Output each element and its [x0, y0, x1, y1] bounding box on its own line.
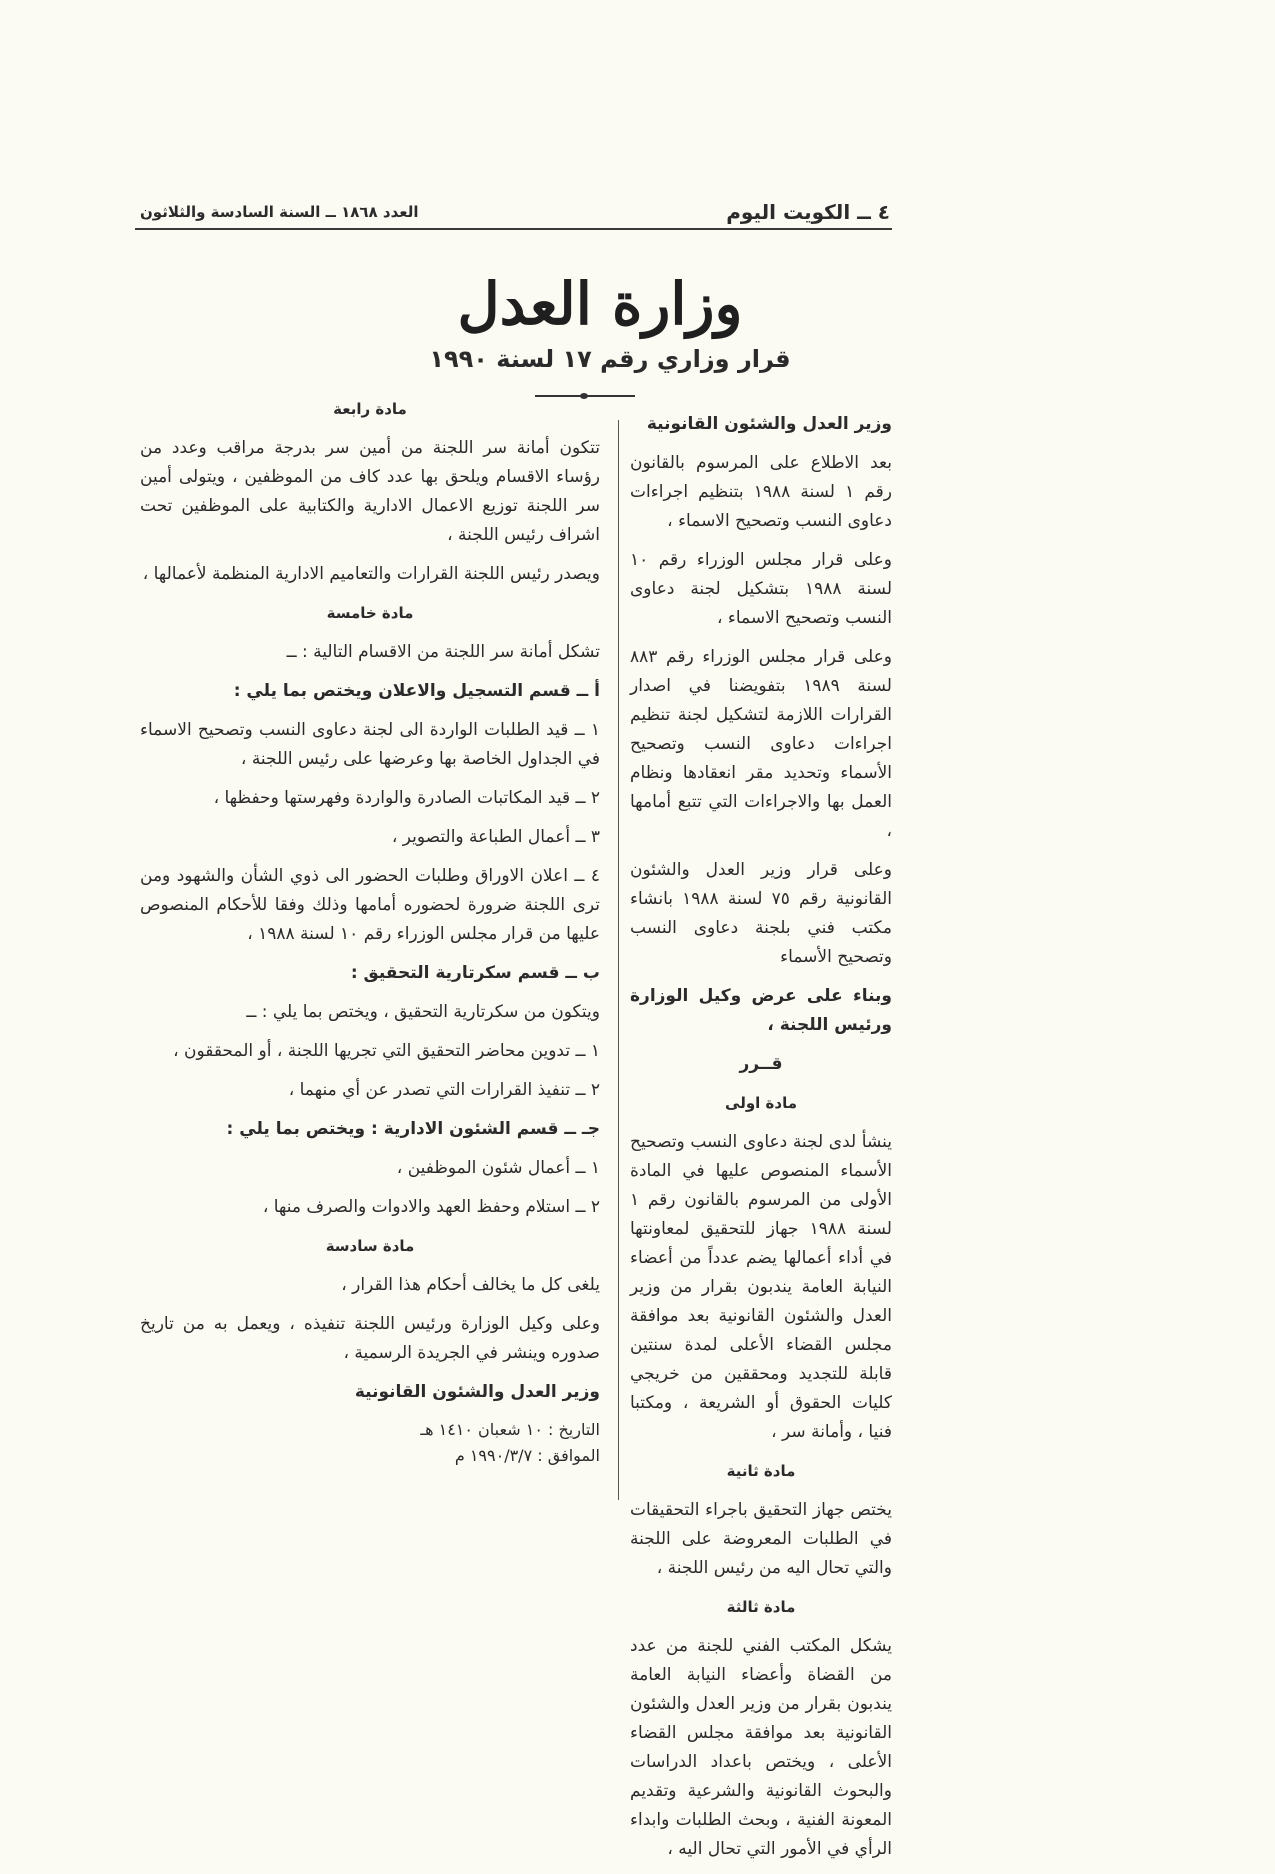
opening-line: وزير العدل والشئون القانونية	[646, 414, 892, 434]
section-a-item-2: ٢ ــ قيد المكاتبات الصادرة والواردة وفهرستها وحفظها ،	[213, 788, 600, 808]
left-column	[140, 395, 600, 1469]
article-1-text: ينشأ لدى لجنة دعاوى النسب وتصحيح الأسماء المنصوص عليها في المادة الأولى من المرسوم بالقانون رقم ١ لسنة ١٩٨٨ جهاز للتحقيق لمعاونتها في أداء أعمالها يضم عدداً من أعضاء النيابة العامة يندبون بقرار من وزير العدل والشئون القانونية بعد موافقة مجلس القضاء الأعلى لمدة سنتين قابلة للتجديد ومحققين من خريجي كليات الحقوق أو الشريعة ، ومكتبا فنيا ، وأمانة سر ،	[630, 1132, 892, 1442]
header-rule	[135, 228, 892, 230]
section-b-item-2: ٢ ــ تنفيذ القرارات التي تصدر عن أي منهما ،	[288, 1080, 600, 1100]
section-b-intro: ويتكون من سكرتارية التحقيق ، ويختص بما يلي : ــ	[246, 1002, 600, 1022]
preamble-4: وعلى قرار وزير العدل والشئون القانونية رقم ٧٥ لسنة ١٩٨٨ بانشاء مكتب فني بلجنة دعاوى النسب وتصحيح الأسماء	[630, 860, 892, 967]
page-label: ٤ ــ الكويت اليوم	[726, 200, 890, 224]
column-divider	[618, 420, 619, 1500]
preamble-2: وعلى قرار مجلس الوزراء رقم ١٠ لسنة ١٩٨٨ بتشكيل لجنة دعاوى النسب وتصحيح الاسماء ،	[630, 550, 893, 628]
section-a-item-3: ٣ ــ أعمال الطباعة والتصوير ،	[391, 827, 600, 847]
preamble-1: بعد الاطلاع على المرسوم بالقانون رقم ١ لسنة ١٩٨٨ بتنظيم اجراءات دعاوى النسب وتصحيح الاسماء ،	[630, 453, 892, 531]
article-6-title: مادة سادسة	[325, 1237, 415, 1255]
article-5-intro: تشكل أمانة سر اللجنة من الاقسام التالية : ــ	[286, 642, 600, 662]
article-3-text: يشكل المكتب الفني للجنة من عدد من القضاة وأعضاء النيابة العامة يندبون بقرار من وزير العدل والشئون القانونية بعد موافقة مجلس القضاء الأعلى ، ويختص باعداد الدراسات والبحوث القانونية والشرعية وتقديم المعونة الفنية ، وبحث الطلبات وابداء الرأي في الأمور التي تحال اليه ،	[630, 1636, 892, 1859]
article-5-title: مادة خامسة	[326, 604, 414, 622]
date-gregorian: الموافق : ١٩٩٠/٣/٧ م	[454, 1446, 600, 1465]
article-2-title: مادة ثانية	[726, 1462, 796, 1480]
preamble-3: وعلى قرار مجلس الوزراء رقم ٨٨٣ لسنة ١٩٨٩ بتفويضنا في اصدار القرارات اللازمة لتشكيل لجنة تنظيم اجراءات دعاوى النسب وتصحيح الأسماء وتحديد مقر انعقادها ونظام العمل بها والاجراءات التي تتبع أمامها ،	[630, 647, 892, 841]
preamble-5: وبناء على عرض وكيل الوزارة ورئيس اللجنة ،	[630, 986, 892, 1035]
date-block	[140, 1417, 600, 1469]
date-hijri: التاريخ : ١٠ شعبان ١٤١٠ هـ	[420, 1420, 600, 1439]
decision-label: قــرر	[739, 1054, 783, 1074]
article-4-text-2: ويصدر رئيس اللجنة القرارات والتعاميم الادارية المنظمة لأعمالها ،	[142, 564, 600, 584]
article-2-text: يختص جهاز التحقيق باجراء التحقيقات في الطلبات المعروضة على اللجنة والتي تحال اليه من رئيس اللجنة ،	[630, 1500, 892, 1578]
signature: وزير العدل والشئون القانونية	[354, 1382, 600, 1402]
right-column	[630, 410, 892, 1874]
section-b-item-1: ١ ــ تدوين محاضر التحقيق التي تجريها اللجنة ، أو المحققون ،	[173, 1041, 600, 1061]
issue-label: العدد ١٨٦٨ ــ السنة السادسة والثلاثون	[140, 203, 419, 221]
section-a-item-1: ١ ــ قيد الطلبات الواردة الى لجنة دعاوى النسب وتصحيح الاسماء في الجداول الخاصة بها وعرضها على رئيس اللجنة ،	[140, 720, 600, 769]
section-c-title: جـ ــ قسم الشئون الادارية : ويختص بما يلي :	[226, 1119, 600, 1139]
section-a-item-4: ٤ ــ اعلان الاوراق وطلبات الحضور الى ذوي الشأن والشهود ومن ترى اللجنة ضرورة لحضوره أمامها وذلك وفقا للأحكام المنصوص عليها من قرار مجلس الوزراء رقم ١٠ لسنة ١٩٨٨ ،	[140, 866, 600, 944]
article-4-title: مادة رابعة	[333, 400, 407, 418]
article-1-title: مادة اولى	[725, 1094, 797, 1112]
article-3-title: مادة ثالثة	[726, 1598, 796, 1616]
section-c-item-2: ٢ ــ استلام وحفظ العهد والادوات والصرف منها ،	[262, 1197, 600, 1217]
ministry-title: وزارة العدل	[457, 270, 743, 338]
article-6-text-1: يلغى كل ما يخالف أحكام هذا القرار ،	[341, 1275, 600, 1295]
article-6-text-2: وعلى وكيل الوزارة ورئيس اللجنة تنفيذه ، ويعمل به من تاريخ صدوره وينشر في الجريدة الرسمية ،	[140, 1314, 600, 1363]
article-4-text-1: تتكون أمانة سر اللجنة من أمين سر بدرجة مراقب وعدد من رؤساء الاقسام ويلحق بها عدد كاف من الموظفين ، ويتولى أمين سر اللجنة توزيع الاعمال الادارية والكتابية على الموظفين تحت اشراف رئيس اللجنة ،	[140, 438, 600, 545]
decree-title: قرار وزاري رقم ١٧ لسنة ١٩٩٠	[429, 345, 791, 373]
section-b-title: ب ــ قسم سكرتارية التحقيق :	[350, 963, 600, 983]
section-a-title: أ ــ قسم التسجيل والاعلان ويختص بما يلي :	[233, 681, 600, 701]
section-c-item-1: ١ ــ أعمال شئون الموظفين ،	[396, 1158, 600, 1178]
